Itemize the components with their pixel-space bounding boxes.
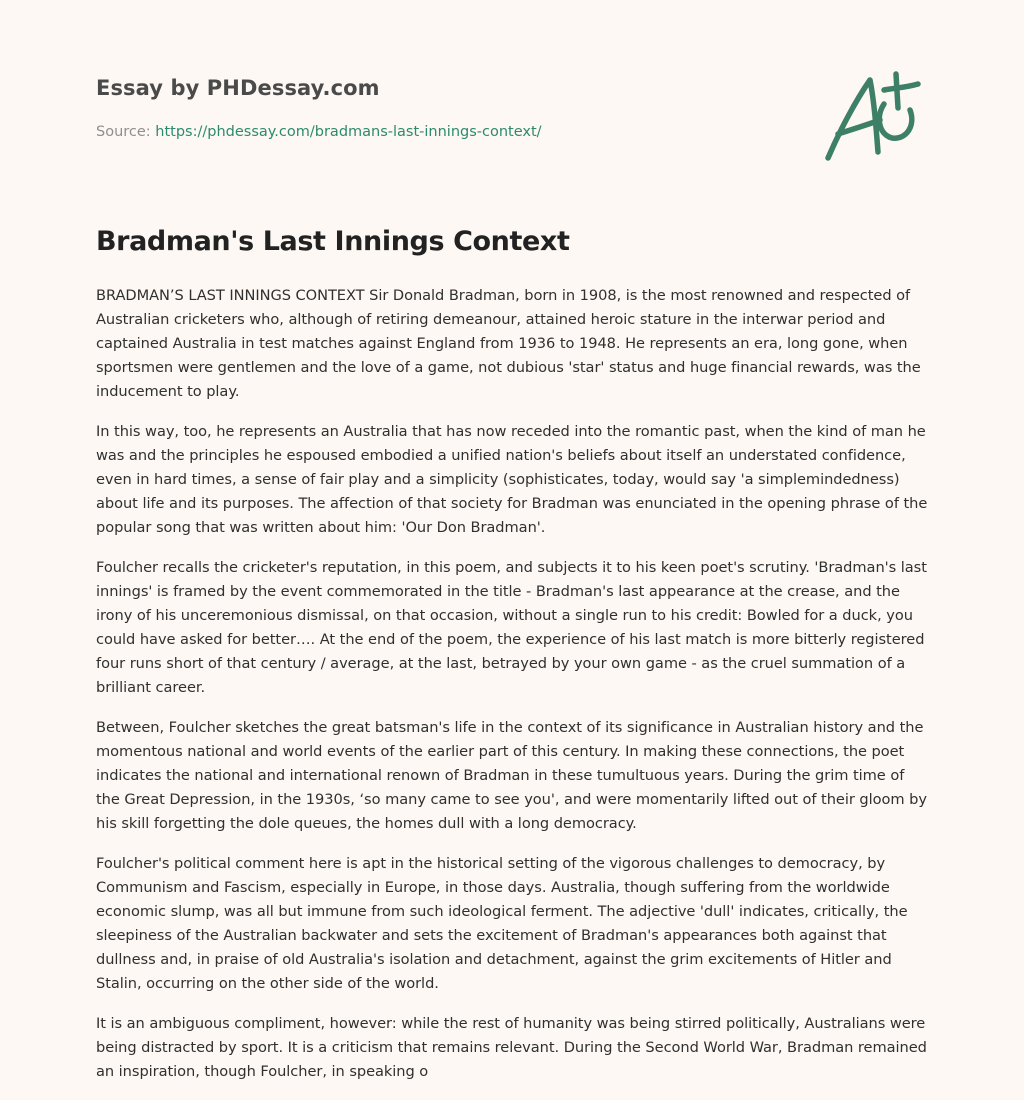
source-label: Source: — [96, 124, 151, 140]
paragraph: It is an ambiguous compliment, however: while the rest of humanity was being stirred politically, Australians were being distracted by sport. It is a criticism that remains relevant. During the Second World War, Bradman remained an inspiration, though Foulcher, in speaking o — [96, 1015, 927, 1080]
paragraph: Between, Foulcher sketches the great batsman's life in the context of its significance in Australian history and the momentous national and world events of the earlier part of this century. In making these connections, the poet indicates the national and international renown of Bradman in these tumultuous years. During the grim time of the Great Depression, in the 1930s, ‘so many came to see you', and were momentarily lifted out of their gloom by his skill forgetting the dole queues, the homes dull with a long democracy. — [96, 719, 927, 832]
essay-page — [96, 0, 932, 1100]
paragraph: BRADMAN’S LAST INNINGS CONTEXT Sir Donald Bradman, born in 1908, is the most renowned and respected of Australian cricketers who, although of retiring demeanour, attained heroic stature in the interwar period and captained Australia in test matches against England from 1936 to 1948. He represents an era, long gone, when sportsmen were gentlemen and the love of a game, not dubious 'star' status and huge financial rewards, was the inducement to play. — [96, 287, 921, 400]
a-plus-logo-icon — [822, 68, 926, 164]
paragraph: In this way, too, he represents an Australia that has now receded into the romantic past, when the kind of man he was and the principles he espoused embodied a unified nation's beliefs about itself an understated confidence, even in hard times, a sense of fair play and a simplicity (sophisticates, today, would say 'a simplemindedness) about life and its purposes. The affection of that society for Bradman was enunciated in the opening phrase of the popular song that was written about him: 'Our Don Bradman'. — [96, 423, 928, 536]
essay-title: Bradman's Last Innings Context — [96, 226, 570, 257]
paragraph: Foulcher's political comment here is apt in the historical setting of the vigorous challenges to democracy, by Communism and Fascism, especially in Europe, in those days. Australia, though suffering from the worldwide economic slump, was all but immune from such ideological ferment. The adjective 'dull' indicates, critically, the sleepiness of the Australian backwater and sets the excitement of Bradman's appearances both against that dullness and, in praise of old Australia's isolation and detachment, against the grim excitements of Hitler and Stalin, occurring on the other side of the world. — [96, 855, 908, 992]
paragraph: Foulcher recalls the cricketer's reputation, in this poem, and subjects it to his keen poet's scrutiny. 'Bradman's last innings' is framed by the event commemorated in the title - Bradman's last appearance at the crease, and the irony of his unceremonious dismissal, on that occasion, without a single run to his credit: Bowled for a duck, you could have asked for better…. At the end of the poem, the experience of his last match is more bitterly registered four runs short of that century / average, at the last, betrayed by your own game - as the cruel summation of a brilliant career. — [96, 559, 927, 696]
a-plus-logo — [822, 68, 926, 164]
source-line — [96, 124, 542, 140]
source-link[interactable]: https://phdessay.com/bradmans-last-innings-context/ — [155, 124, 542, 140]
site-brand: Essay by PHDessay.com — [96, 76, 380, 100]
essay-body — [96, 284, 932, 1100]
